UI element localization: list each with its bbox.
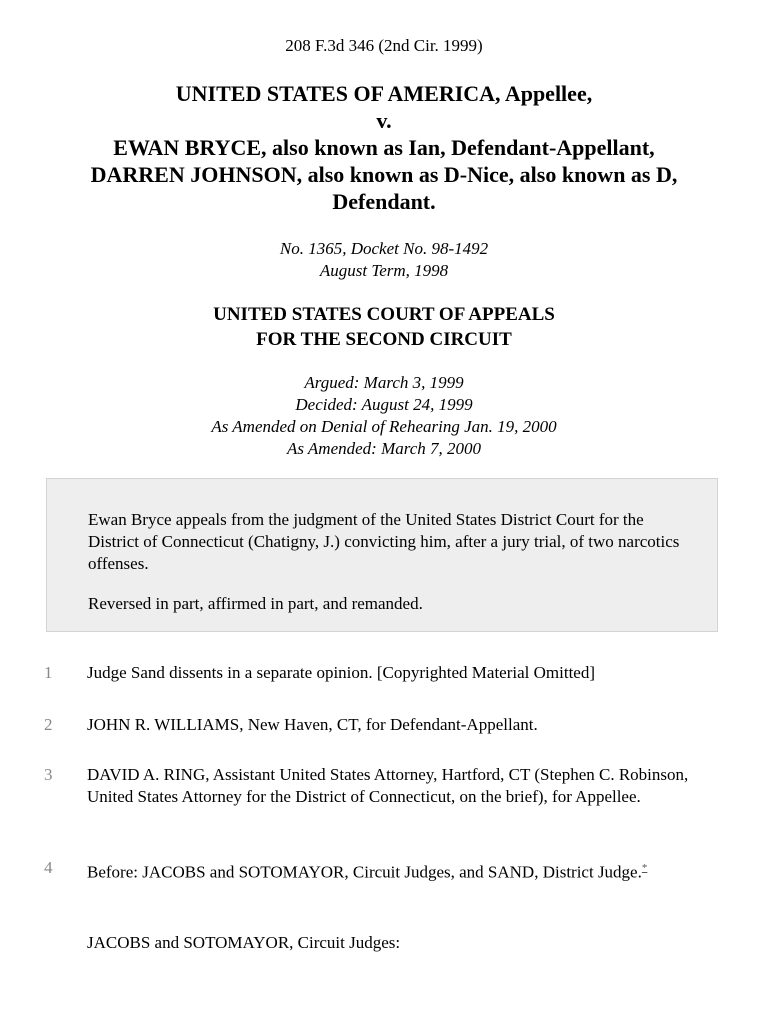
summary-paragraph: Ewan Bryce appeals from the judgment of the United States District Court for the District of Connecticut (Chatigny, J.) convicting him, after a jury trial, of two narcotics offenses. <box>88 510 680 573</box>
docket-number: No. 1365, Docket No. 98-1492 <box>279 239 489 258</box>
paragraph-number: 3 <box>44 765 53 784</box>
opinion-author-line: JACOBS and SOTOMAYOR, Circuit Judges: <box>87 933 401 952</box>
case-dates <box>0 372 768 460</box>
caption-versus: v. <box>376 108 392 133</box>
paragraph-text: Before: JACOBS and SOTOMAYOR, Circuit Judges, and SAND, District Judge. <box>87 862 642 882</box>
footnote-link[interactable]: * <box>641 862 648 874</box>
paragraph-number: 2 <box>44 715 53 734</box>
caption-defendant-label: Defendant. <box>332 189 436 214</box>
date-amended-rehearing: As Amended on Denial of Rehearing Jan. 19, 2000 <box>211 417 557 436</box>
docket-term: August Term, 1998 <box>319 261 449 280</box>
case-caption <box>24 80 744 215</box>
court-name-line2: FOR THE SECOND CIRCUIT <box>256 329 512 350</box>
paragraph-text: Judge Sand dissents in a separate opinion. [Copyrighted Material Omitted] <box>87 663 596 682</box>
date-argued: Argued: March 3, 1999 <box>304 373 464 392</box>
paragraph-text: JOHN R. WILLIAMS, New Haven, CT, for Defendant-Appellant. <box>87 715 538 734</box>
case-citation: 208 F.3d 346 (2nd Cir. 1999) <box>285 36 483 55</box>
caption-defendant-johnson: DARREN JOHNSON, also known as D-Nice, also known as D, <box>90 162 678 187</box>
caption-appellee: UNITED STATES OF AMERICA, Appellee, <box>175 81 593 106</box>
date-amended: As Amended: March 7, 2000 <box>286 439 482 458</box>
date-decided: Decided: August 24, 1999 <box>295 395 473 414</box>
docket-info <box>0 238 768 282</box>
caption-appellant: EWAN BRYCE, also known as Ian, Defendant-Appellant, <box>113 135 655 160</box>
paragraph-number: 4 <box>44 858 53 877</box>
case-summary-box <box>46 478 718 632</box>
summary-disposition: Reversed in part, affirmed in part, and remanded. <box>88 594 423 613</box>
paragraph-number: 1 <box>44 663 53 682</box>
court-name <box>0 302 768 352</box>
court-name-line1: UNITED STATES COURT OF APPEALS <box>213 304 555 325</box>
paragraph-text: DAVID A. RING, Assistant United States Attorney, Hartford, CT (Stephen C. Robinson, United States Attorney for the District of Connecticut, on the brief), for Appellee. <box>87 765 689 806</box>
paragraph-text-with-footnote <box>87 857 717 884</box>
